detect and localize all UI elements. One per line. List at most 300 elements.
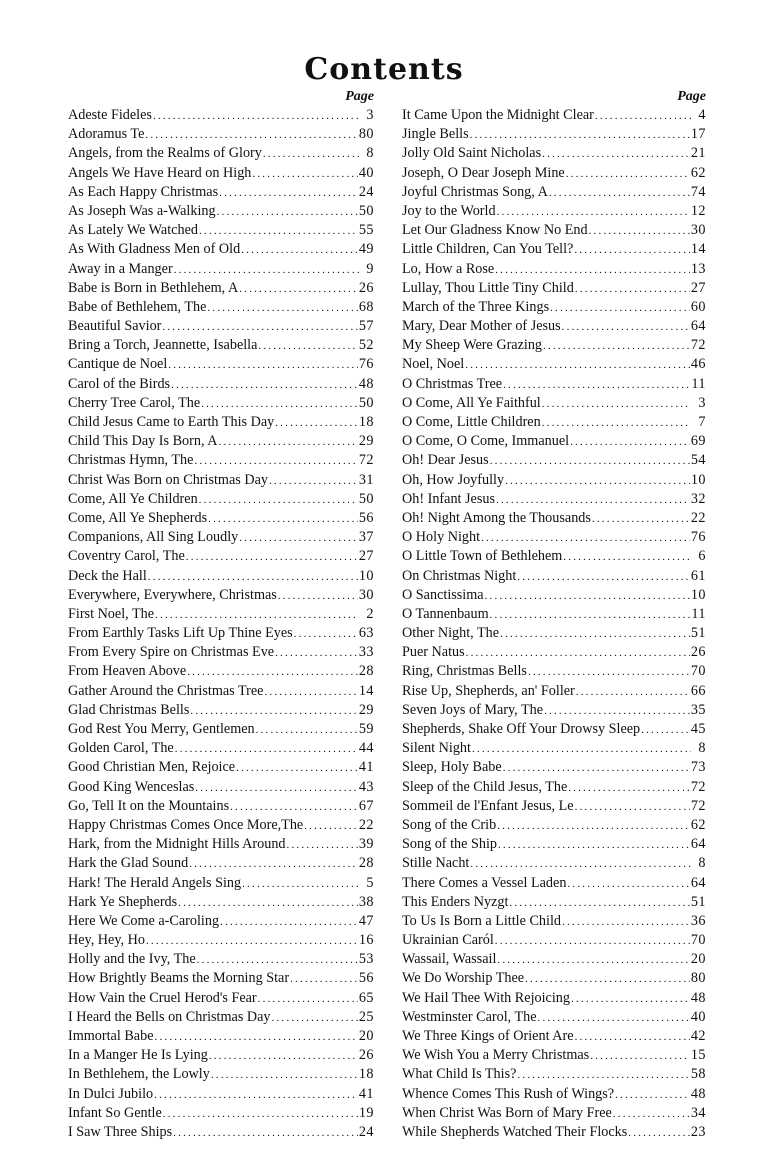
- entry-page-number: 50: [358, 202, 374, 219]
- entry-page-number: 66: [690, 682, 706, 699]
- entry-title: Adeste Fideles: [68, 107, 152, 123]
- entry-page-number: 46: [690, 356, 706, 373]
- dot-leader: [615, 1086, 690, 1105]
- entry-page-number: 32: [690, 490, 706, 507]
- entry-title: Oh, How Joyfully: [402, 471, 505, 488]
- contents-entry: [402, 624, 706, 643]
- entry-title: March of the Three Kings: [402, 298, 550, 315]
- entry-title: This Enders Nyzgt: [402, 893, 509, 910]
- entry-title: Ukrainian Caról: [402, 932, 494, 949]
- entry-title: O Come, O Come, Immanuel: [402, 433, 570, 450]
- contents-entry: [402, 413, 706, 432]
- entry-page-number: 21: [690, 145, 706, 162]
- contents-entry: [68, 279, 374, 298]
- entry-title: There Comes a Vessel Laden: [402, 874, 567, 891]
- entry-page-number: 50: [358, 490, 374, 507]
- dot-leader: [217, 203, 358, 222]
- entry-title: Cantique de Noel: [68, 356, 168, 373]
- contents-entry: [402, 778, 706, 797]
- contents-entry: [402, 471, 706, 490]
- contents-entry: [402, 1065, 706, 1084]
- entry-page-number: 72: [358, 452, 374, 469]
- contents-entry: [68, 893, 374, 912]
- entry-title: Come, All Ye Children: [68, 490, 198, 507]
- entry-page-number: 18: [358, 414, 374, 430]
- contents-entry: [402, 221, 706, 240]
- dot-leader: [294, 625, 358, 644]
- entry-page-number: 31: [358, 471, 374, 488]
- contents-entry: [402, 701, 706, 720]
- entry-page-number: 8: [366, 145, 374, 162]
- dot-leader: [186, 548, 358, 567]
- entry-title: Other Night, The: [402, 625, 500, 642]
- entry-page-number: 40: [690, 1008, 706, 1025]
- contents-entry: [402, 528, 706, 547]
- dot-leader: [574, 241, 689, 260]
- dot-leader: [544, 702, 690, 721]
- dot-leader: [290, 970, 358, 989]
- contents-entry: [68, 432, 374, 451]
- contents-entry: [68, 643, 374, 662]
- contents-entry: [402, 240, 706, 259]
- dot-leader: [568, 779, 690, 798]
- dot-leader: [256, 721, 358, 740]
- dot-leader: [528, 663, 690, 682]
- dot-leader: [641, 721, 690, 740]
- entry-page-number: 41: [358, 1085, 374, 1102]
- contents-entry: [402, 375, 706, 394]
- entry-list-right: [402, 106, 706, 1142]
- entry-title: Shepherds, Shake Off Your Drowsy Sleep: [402, 721, 641, 737]
- contents-entry: [402, 106, 706, 125]
- contents-entry: [402, 432, 706, 451]
- entry-page-number: 67: [358, 797, 374, 814]
- contents-entry: [402, 260, 706, 279]
- entry-page-number: 14: [690, 241, 706, 258]
- dot-leader: [571, 990, 690, 1009]
- contents-entry: [402, 1085, 706, 1104]
- entry-title: Oh! Night Among the Thousands: [402, 509, 591, 526]
- entry-page-number: 73: [690, 759, 706, 776]
- dot-leader: [269, 472, 358, 491]
- entry-page-number: 56: [358, 970, 374, 987]
- contents-entry: [402, 509, 706, 528]
- entry-page-number: 33: [358, 644, 374, 661]
- entry-title: Here We Come a-Caroling: [68, 912, 220, 929]
- contents-entry: [402, 682, 706, 701]
- entry-page-number: 72: [690, 778, 706, 795]
- contents-entry: [68, 1027, 374, 1046]
- dot-leader: [485, 587, 690, 606]
- contents-entry: [68, 797, 374, 816]
- entry-title: Mary, Dear Mother of Jesus: [402, 318, 561, 335]
- dot-leader: [562, 913, 690, 932]
- dot-leader: [613, 1105, 690, 1124]
- dot-leader: [628, 1124, 690, 1143]
- dot-leader: [263, 145, 359, 164]
- dot-leader: [538, 1009, 690, 1028]
- contents-entry: [68, 605, 374, 624]
- entry-title: How Brightly Beams the Morning Star: [68, 970, 290, 987]
- dot-leader: [566, 165, 690, 184]
- entry-page-number: 20: [690, 951, 706, 968]
- dot-leader: [219, 184, 358, 203]
- dot-leader: [549, 184, 690, 203]
- entry-title: Companions, All Sing Loudly: [68, 529, 239, 546]
- entry-title: I Heard the Bells on Christmas Day: [68, 1008, 271, 1025]
- entry-title: As Lately We Watched: [68, 222, 198, 239]
- dot-leader: [174, 261, 359, 280]
- dot-leader: [470, 126, 690, 145]
- entry-page-number: 3: [698, 394, 706, 411]
- entry-title: God Rest You Merry, Gentlemen: [68, 721, 255, 737]
- dot-leader: [219, 433, 358, 452]
- contents-entry: [68, 260, 374, 279]
- entry-page-number: 62: [690, 816, 706, 833]
- entry-title: O Holy Night: [402, 529, 481, 546]
- entry-title: Song of the Crib: [402, 816, 497, 833]
- dot-leader: [275, 414, 358, 433]
- dot-leader: [497, 817, 690, 836]
- contents-entry: [68, 874, 374, 893]
- dot-leader: [195, 779, 358, 798]
- contents-entry: [68, 1008, 374, 1027]
- contents-entry: [68, 202, 374, 221]
- entry-title: Ring, Christmas Bells: [402, 663, 527, 680]
- dot-leader: [589, 222, 690, 241]
- dot-leader: [175, 740, 358, 759]
- dot-leader: [542, 395, 691, 414]
- contents-entry: [68, 355, 374, 374]
- entry-title: From Earthly Tasks Lift Up Thine Eyes: [68, 625, 293, 642]
- contents-entry: [68, 931, 374, 950]
- entry-title: Sleep of the Child Jesus, The: [402, 778, 568, 795]
- contents-entry: [68, 298, 374, 317]
- dot-leader: [258, 337, 357, 356]
- dot-leader: [496, 491, 690, 510]
- entry-title: On Christmas Night: [402, 567, 517, 584]
- entry-title: Oh! Infant Jesus: [402, 490, 495, 507]
- entry-page-number: 59: [358, 721, 374, 737]
- entry-title: Oh! Dear Jesus: [402, 452, 489, 469]
- dot-leader: [242, 875, 359, 894]
- entry-title: We Hail Thee With Rejoicing: [402, 989, 570, 1006]
- entry-page-number: 54: [690, 452, 706, 469]
- contents-entry: [68, 778, 374, 797]
- dot-leader: [503, 376, 690, 395]
- dot-leader: [208, 510, 358, 529]
- entry-title: Holly and the Ivy, The: [68, 951, 196, 968]
- contents-entry: [402, 854, 706, 873]
- contents-entry: [402, 662, 706, 681]
- entry-page-number: 8: [698, 855, 706, 872]
- contents-entry: [402, 298, 706, 317]
- entry-page-number: 18: [358, 1066, 374, 1083]
- dot-leader: [497, 203, 690, 222]
- entry-title: Joyful Christmas Song, A: [402, 183, 548, 200]
- dot-leader: [495, 932, 690, 951]
- contents-entry: [402, 950, 706, 969]
- entry-title: First Noel, The: [68, 605, 155, 622]
- entry-page-number: 74: [690, 183, 706, 200]
- contents-entry: [402, 1104, 706, 1123]
- entry-page-number: 30: [690, 222, 706, 239]
- contents-entry: [402, 144, 706, 163]
- entry-title: Joseph, O Dear Joseph Mine: [402, 164, 565, 181]
- contents-entry: [402, 451, 706, 470]
- entry-title: O Little Town of Bethlehem: [402, 548, 563, 565]
- contents-entry: [402, 125, 706, 144]
- entry-title: Everywhere, Everywhere, Christmas: [68, 586, 277, 603]
- entry-title: Carol of the Birds: [68, 375, 171, 392]
- contents-entry: [402, 317, 706, 336]
- dot-leader: [278, 587, 358, 606]
- dot-leader: [145, 126, 357, 145]
- dot-leader: [543, 337, 690, 356]
- entry-page-number: 42: [690, 1028, 706, 1044]
- entry-title: Rise Up, Shepherds, an' Foller: [402, 682, 575, 699]
- entry-title: Song of the Ship: [402, 836, 497, 853]
- entry-title: O Tannenbaum: [402, 605, 489, 622]
- entry-title: Glad Christmas Bells: [68, 701, 190, 718]
- dot-leader: [509, 894, 689, 913]
- entry-page-number: 76: [358, 356, 374, 373]
- dot-leader: [563, 548, 691, 567]
- entry-page-number: 47: [358, 912, 374, 929]
- entry-title: We Do Worship Thee: [402, 970, 525, 987]
- contents-entry: [68, 662, 374, 681]
- entry-page-number: 60: [690, 298, 706, 315]
- dot-leader: [230, 798, 358, 817]
- entry-page-number: 23: [690, 1123, 706, 1140]
- entry-page-number: 25: [358, 1008, 374, 1025]
- entry-title: Jingle Bells: [402, 126, 469, 143]
- entry-page-number: 35: [690, 701, 706, 718]
- dot-leader: [542, 414, 691, 433]
- contents-entry: [402, 989, 706, 1008]
- entry-title: As With Gladness Men of Old: [68, 241, 241, 258]
- dot-leader: [236, 759, 358, 778]
- contents-entry: [402, 490, 706, 509]
- entry-page-number: 48: [358, 375, 374, 392]
- entry-page-number: 39: [358, 836, 374, 853]
- dot-leader: [495, 261, 690, 280]
- dot-leader: [154, 1086, 358, 1105]
- entry-page-number: 69: [690, 433, 706, 450]
- entry-page-number: 28: [358, 855, 374, 872]
- entry-title: Immortal Babe: [68, 1028, 154, 1044]
- dot-leader: [500, 625, 690, 644]
- entry-title: From Every Spire on Christmas Eve: [68, 644, 275, 661]
- dot-leader: [275, 644, 358, 663]
- entry-page-number: 64: [690, 874, 706, 891]
- entry-page-number: 64: [690, 318, 706, 335]
- entry-title: Child Jesus Came to Earth This Day: [68, 414, 275, 430]
- entry-title: Let Our Gladness Know No End: [402, 222, 588, 239]
- contents-entry: [68, 835, 374, 854]
- entry-title: From Heaven Above: [68, 663, 187, 680]
- contents-entry: [402, 355, 706, 374]
- contents-entry: [402, 835, 706, 854]
- dot-leader: [481, 529, 690, 548]
- entry-title: Jolly Old Saint Nicholas: [402, 145, 542, 162]
- contents-entry: [402, 394, 706, 413]
- entry-page-number: 27: [690, 279, 706, 296]
- dot-leader: [187, 663, 358, 682]
- entry-title: What Child Is This?: [402, 1066, 517, 1083]
- entry-page-number: 80: [358, 126, 374, 143]
- contents-entry: [68, 375, 374, 394]
- dot-leader: [575, 798, 690, 817]
- dot-leader: [570, 433, 690, 452]
- entry-title: Bring a Torch, Jeannette, Isabella: [68, 337, 258, 354]
- contents-entry: [68, 144, 374, 163]
- contents-entry: [402, 1123, 706, 1142]
- entry-page-number: 19: [358, 1104, 374, 1121]
- contents-entry: [68, 912, 374, 931]
- entry-title: Lullay, Thou Little Tiny Child: [402, 279, 574, 296]
- page-column-header-left: Page: [345, 89, 374, 104]
- entry-page-number: 38: [358, 893, 374, 910]
- contents-entry: [402, 1046, 706, 1065]
- entry-title: Hark the Glad Sound: [68, 855, 189, 872]
- dot-leader: [211, 1066, 358, 1085]
- dot-leader: [470, 855, 691, 874]
- contents-entry: [402, 202, 706, 221]
- entry-page-number: 72: [690, 337, 706, 354]
- contents-entry: [68, 471, 374, 490]
- entry-list-left: [68, 106, 374, 1142]
- entry-page-number: 68: [358, 298, 374, 315]
- contents-entry: [402, 893, 706, 912]
- dot-leader: [197, 951, 358, 970]
- contents-entry: [402, 547, 706, 566]
- entry-page-number: 53: [358, 951, 374, 968]
- contents-entry: [68, 567, 374, 586]
- dot-leader: [199, 222, 358, 241]
- entry-page-number: 29: [358, 701, 374, 718]
- entry-title: When Christ Was Born of Mary Free: [402, 1104, 612, 1121]
- contents-entry: [402, 605, 706, 624]
- entry-page-number: 4: [698, 107, 706, 123]
- entry-title: Sleep, Holy Babe: [402, 759, 502, 776]
- dot-leader: [575, 280, 690, 299]
- entry-title: Whence Comes This Rush of Wings?: [402, 1085, 615, 1102]
- entry-page-number: 34: [690, 1104, 706, 1121]
- entry-page-number: 14: [358, 682, 374, 699]
- entry-page-number: 8: [698, 740, 706, 757]
- dot-leader: [550, 299, 690, 318]
- dot-leader: [239, 280, 358, 299]
- dot-leader: [576, 683, 690, 702]
- dot-leader: [148, 568, 358, 587]
- contents-entry: [68, 125, 374, 144]
- dot-leader: [595, 107, 691, 126]
- dot-leader: [194, 452, 357, 471]
- entry-page-number: 11: [691, 605, 706, 622]
- contents-entry: [402, 586, 706, 605]
- dot-leader: [287, 836, 358, 855]
- entry-page-number: 41: [358, 759, 374, 776]
- contents-entry: [402, 183, 706, 202]
- entry-page-number: 37: [358, 529, 374, 546]
- entry-page-number: 24: [358, 1123, 374, 1140]
- entry-page-number: 26: [358, 1047, 374, 1064]
- entry-page-number: 55: [358, 222, 374, 239]
- entry-page-number: 17: [690, 126, 706, 143]
- entry-title: Come, All Ye Shepherds: [68, 509, 208, 526]
- contents-entry: [68, 451, 374, 470]
- entry-page-number: 64: [690, 836, 706, 853]
- entry-page-number: 30: [358, 586, 374, 603]
- dot-leader: [162, 318, 357, 337]
- entry-title: Infant So Gentle: [68, 1104, 162, 1121]
- entry-page-number: 70: [690, 663, 706, 680]
- dot-leader: [503, 759, 690, 778]
- contents-entry: [402, 643, 706, 662]
- entry-page-number: 24: [358, 183, 374, 200]
- entry-page-number: 52: [358, 337, 374, 354]
- contents-entry: [68, 624, 374, 643]
- entry-title: Gather Around the Christmas Tree: [68, 682, 264, 699]
- entry-page-number: 72: [690, 797, 706, 814]
- contents-entry: [402, 1027, 706, 1046]
- dot-leader: [239, 529, 358, 548]
- entry-title: Good Christian Men, Rejoice: [68, 759, 236, 776]
- entry-page-number: 50: [358, 394, 374, 411]
- contents-entry: [68, 758, 374, 777]
- entry-page-number: 27: [358, 548, 374, 565]
- entry-title: Golden Carol, The: [68, 740, 174, 757]
- page-title: Contents: [304, 52, 464, 87]
- contents-column-left: [68, 88, 374, 1142]
- entry-title: As Joseph Was a-Walking: [68, 202, 216, 219]
- entry-title: Beautiful Savior: [68, 318, 162, 335]
- entry-page-number: 26: [690, 644, 706, 661]
- contents-entry: [68, 969, 374, 988]
- entry-title: Go, Tell It on the Mountains: [68, 797, 230, 814]
- dot-leader: [168, 356, 358, 375]
- contents-entry: [68, 816, 374, 835]
- contents-entry: [68, 739, 374, 758]
- entry-page-number: 48: [690, 1085, 706, 1102]
- contents-entry: [68, 413, 374, 432]
- entry-title: Lo, How a Rose: [402, 260, 495, 277]
- contents-entry: [402, 912, 706, 931]
- dot-leader: [472, 740, 691, 759]
- entry-title: Puer Natus: [402, 644, 465, 661]
- entry-title: O Come, All Ye Faithful: [402, 394, 541, 411]
- entry-title: Hark! The Herald Angels Sing: [68, 874, 242, 891]
- entry-title: O Christmas Tree: [402, 375, 503, 392]
- entry-page-number: 43: [358, 778, 374, 795]
- contents-entry: [68, 547, 374, 566]
- dot-leader: [153, 107, 359, 126]
- contents-entry: [68, 240, 374, 259]
- entry-page-number: 6: [698, 548, 706, 565]
- contents-entry: [68, 701, 374, 720]
- contents-entry: [68, 989, 374, 1008]
- dot-leader: [220, 913, 358, 932]
- contents-entry: [68, 509, 374, 528]
- dot-leader: [171, 376, 358, 395]
- entry-page-number: 58: [690, 1066, 706, 1083]
- dot-leader: [466, 644, 690, 663]
- entry-title: To Us Is Born a Little Child: [402, 912, 561, 929]
- entry-title: My Sheep Were Grazing: [402, 337, 543, 354]
- entry-page-number: 10: [358, 567, 374, 584]
- dot-leader: [490, 606, 691, 625]
